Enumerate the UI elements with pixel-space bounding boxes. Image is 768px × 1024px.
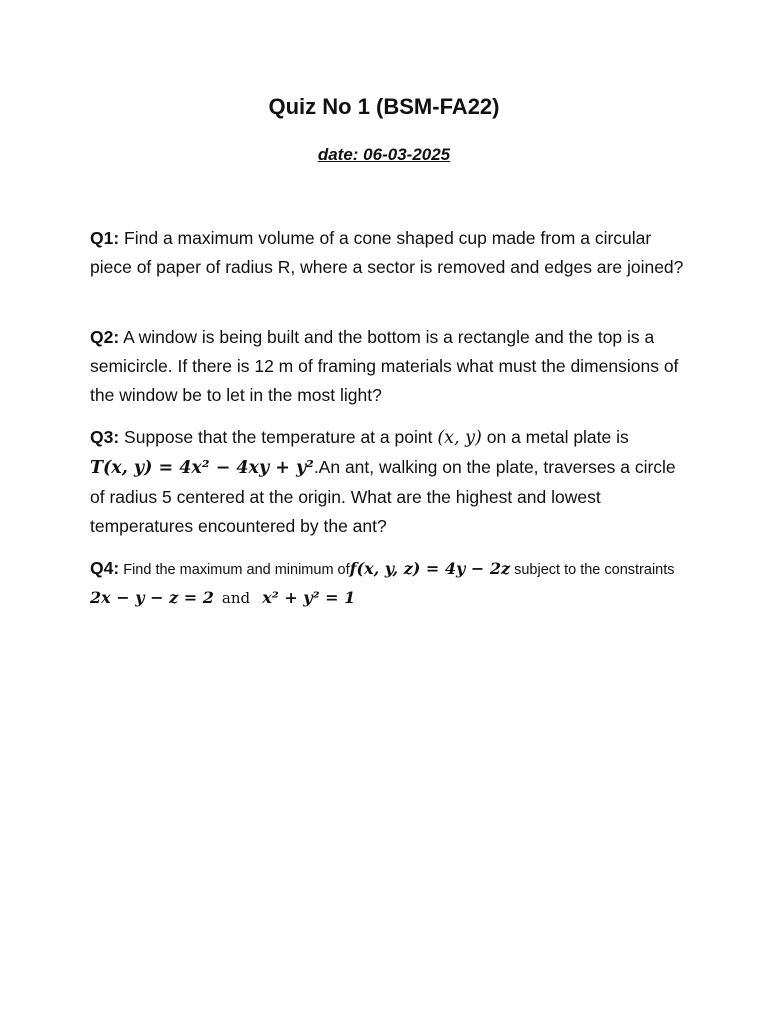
question-2 xyxy=(90,323,690,410)
question-3-point: (x, y) xyxy=(437,428,482,448)
question-2-label: Q2: xyxy=(90,327,120,347)
question-4-connector: and xyxy=(221,589,251,607)
question-4-label: Q4: xyxy=(90,558,120,578)
question-3-text-after: .An ant, walking on the plate, traverses a circle of radius 5 centered at the origin. What are the highest and lowest temperatures encountered by the ant? xyxy=(90,457,676,536)
question-2-text: A window is being built and the bottom is a rectangle and the top is a semicircle. If there is 12 m of framing materials what must the dimensions of the window be to let in the most light? xyxy=(90,327,679,405)
question-4-text-mid: subject to the constraints xyxy=(510,562,675,578)
question-4-function: f(x, y, z) = 4y − 2z xyxy=(349,559,511,578)
question-4-constraint-1: 2x − y − z = 2 xyxy=(90,588,214,607)
question-3-formula: T(x, y) = 4x² − 4xy + y² xyxy=(90,458,314,478)
question-4-text-before: Find the maximum and minimum of xyxy=(119,562,350,578)
question-4 xyxy=(90,554,690,613)
quiz-date: date: 06-03-2025 xyxy=(317,145,451,164)
question-1-text: Find a maximum volume of a cone shaped cup made from a circular piece of paper of radius R, where a sector is removed and edges are joined? xyxy=(90,228,684,277)
question-3-label: Q3: xyxy=(90,427,120,447)
quiz-title: Quiz No 1 (BSM-FA22) xyxy=(268,94,500,119)
question-3 xyxy=(90,423,690,541)
question-3-text-before: Suppose that the temperature at a point xyxy=(119,427,438,447)
question-1-label: Q1: xyxy=(90,228,120,248)
question-4-constraint-2: x² + y² = 1 xyxy=(262,588,356,607)
question-3-text-mid: on a metal plate is xyxy=(481,427,629,447)
question-1 xyxy=(90,224,690,282)
